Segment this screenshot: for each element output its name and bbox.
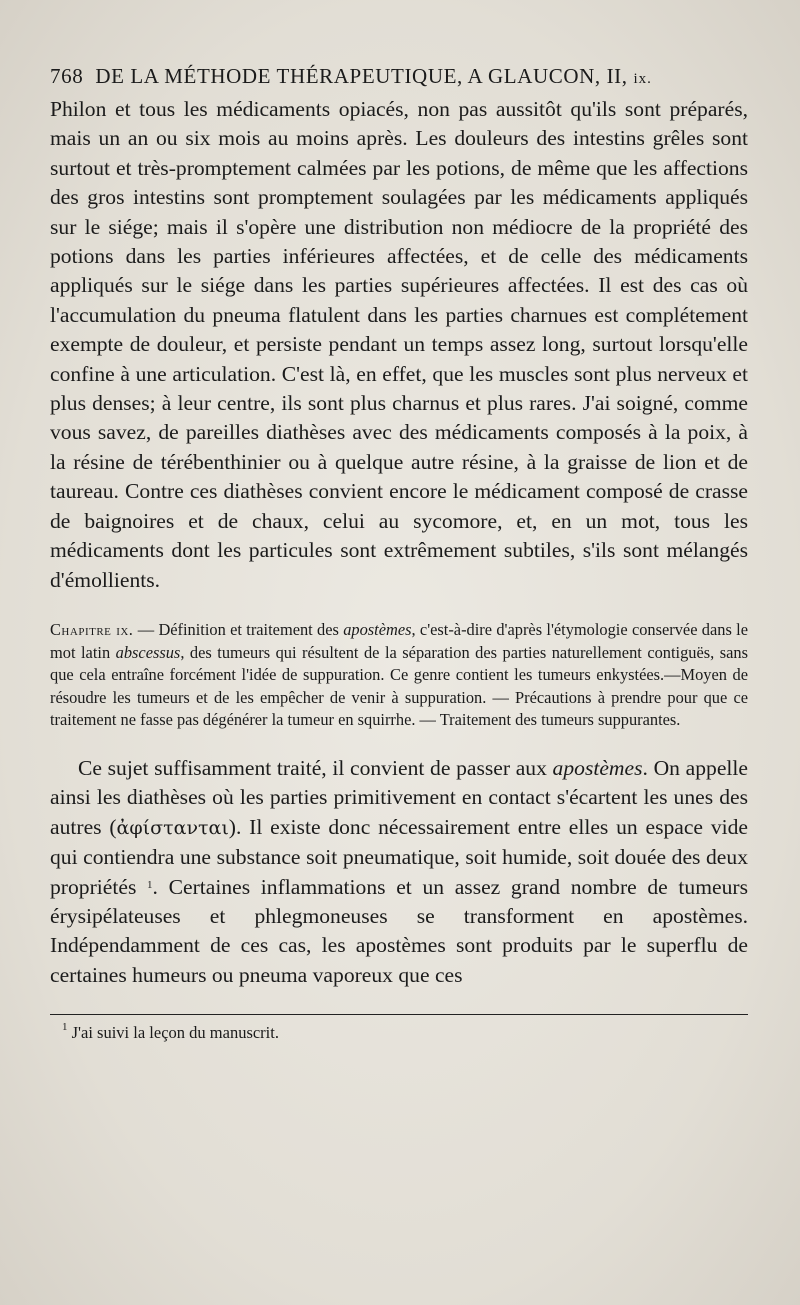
header-chapter-ref: ix.: [633, 71, 652, 87]
chapter-text-1: Définition et traitement des: [158, 619, 344, 639]
p2-text-1: Ce sujet suffisamment traité, il convient de passer aux: [78, 755, 553, 780]
paragraph-2: [50, 754, 748, 990]
chapter-term-abscessus: abscessus: [115, 642, 181, 662]
p2-term-apostemes: apostèmes: [552, 755, 643, 780]
p2-text-3: ). Il existe donc nécessairement entre elles un espace vide qui contiendra une substance soit pneumatique, soit humide, soit douée des deux propriétés: [50, 814, 748, 899]
chapter-label: Chapitre ix.: [50, 619, 134, 639]
footnote-reference[interactable]: 1: [147, 878, 153, 891]
chapter-term-apostemes: apostèmes: [343, 619, 412, 639]
footnote-marker: 1: [62, 1021, 68, 1034]
chapter-dash: —: [133, 619, 159, 639]
footnote-divider: [50, 1014, 748, 1015]
running-header: [50, 64, 748, 89]
chapter-text-2: , c'est-à-dire d'après l'étymologie conservée dans le mot latin: [50, 619, 748, 662]
header-title: DE LA MÉTHODE THÉRAPEUTIQUE, A GLAUCON, II,: [95, 64, 628, 88]
p2-text-2: . On appelle ainsi les diathèses où les parties primitivement en contact s'écartent les unes des autres (: [50, 755, 748, 839]
chapter-text-3: , des tumeurs qui résultent de la séparation des parties naturellement contiguës, sans que cela entraîne forcément l'idée de suppuration. Ce genre contient les tumeurs enkystées.—Moyen de résoudre les tumeurs et de les empêcher de venir à suppuration. — Précautions à prendre pour que ce traitement ne fasse pas dégénérer la tumeur en squirrhe. — Traitement des tumeurs suppurantes.: [50, 642, 748, 730]
page-number: 768: [50, 64, 84, 88]
paragraph-1: Philon et tous les médicaments opiacés, non pas aussitôt qu'ils sont préparés, mais un an ou six mois au moins après. Les douleurs des intestins grêles sont surtout et très-promptement calmées par les potions, de même que les affections des gros intestins sont promptement soulagées par les médicaments appliqués sur le siége; mais il s'opère une distribution non médiocre de la propriété des potions dans les parties inférieures affectées, et de celle des médicaments appliqués sur le siége dans les parties supérieures affectées. Il est des cas où l'accumulation du pneuma flatulent dans les parties charnues est complétement exempte de douleur, et persiste pendant un temps assez long, surtout lorsqu'elle confine à une articulation. C'est là, en effet, que les muscles sont plus nerveux et plus denses; à leur centre, ils sont plus charnus et plus rares. J'ai soigné, comme vous savez, de pareilles diathèses avec des médicaments composés à la poix, à la résine de térébenthinier ou à quelque autre résine, à la graisse de lion et de taureau. Contre ces diathèses convient encore le médicament composé de crasse de baignoires et de chaux, celui au sycomore, et, en un mot, tous les médicaments dont les particules sont extrêmement subtiles, s'ils sont mélangés d'émollients.: [50, 97, 748, 592]
footnote: [62, 1023, 748, 1043]
p2-greek-word: ἀφίστανται: [116, 816, 229, 839]
footnote-text: J'ai suivi la leçon du manuscrit.: [67, 1023, 279, 1043]
chapter-summary: [50, 619, 748, 732]
p2-text-4: . Certaines inflammations et un assez grand nombre de tumeurs érysipélateuses et phlegmoneuses se transforment en apostèmes. Indépendamment de ces cas, les apostèmes sont produits par le superflu de certaines humeurs ou pneuma vaporeux que ces: [50, 874, 748, 987]
